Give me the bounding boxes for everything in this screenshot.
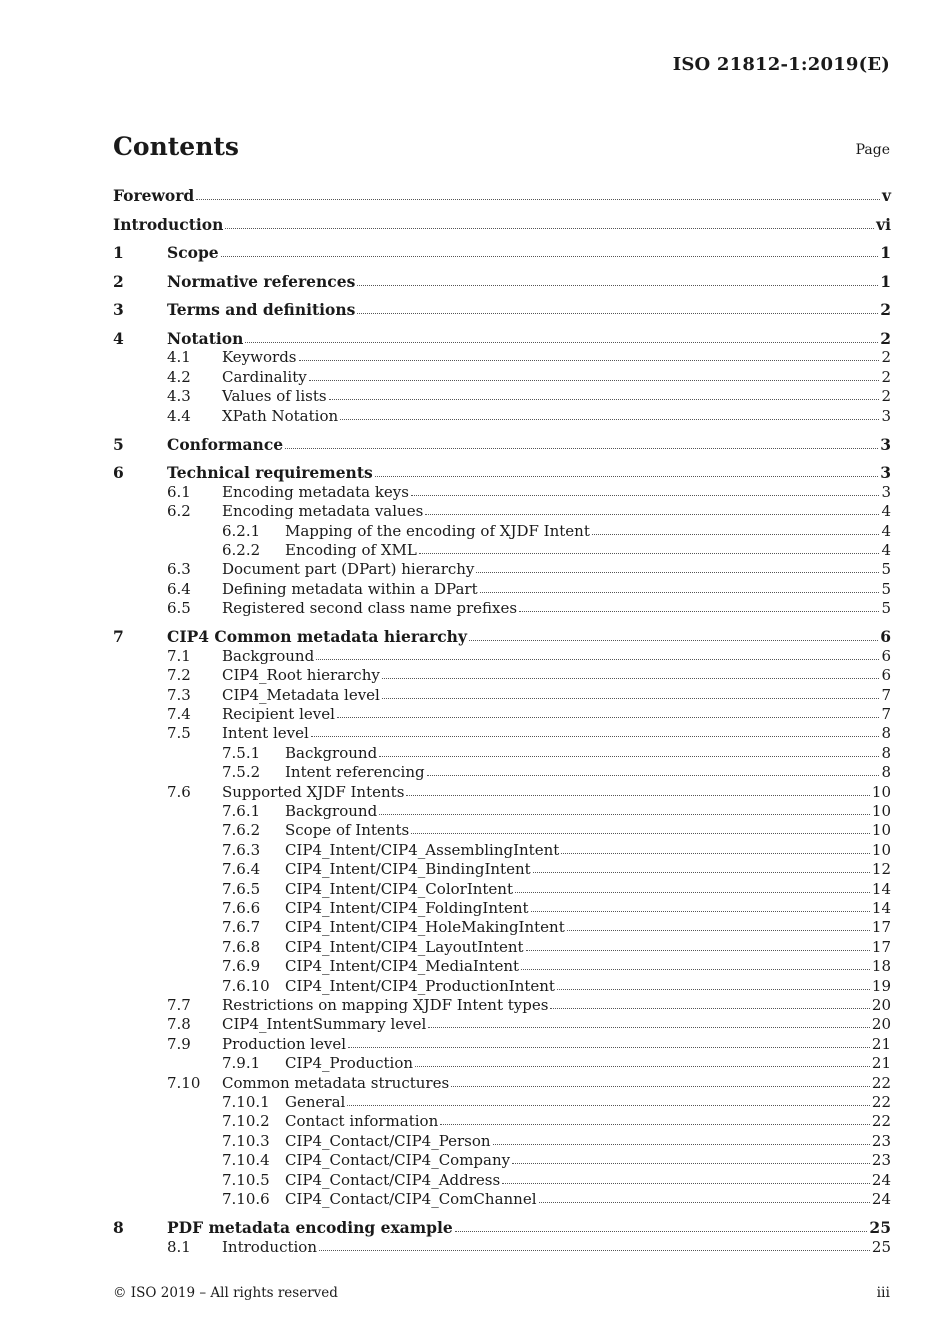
toc-entry[interactable] <box>113 899 891 918</box>
toc-entry[interactable] <box>113 300 891 319</box>
dot-leader <box>428 1023 870 1028</box>
toc-entry-title: CIP4_Intent/CIP4_ColorIntent <box>285 879 513 898</box>
toc-entry-number: 7.6 <box>167 782 191 801</box>
dot-leader <box>375 472 878 477</box>
toc-entry-page: 22 <box>871 1093 891 1111</box>
toc-entry[interactable] <box>113 1190 891 1209</box>
dot-leader <box>311 732 880 737</box>
toc-entry-title: Supported XJDF Intents <box>222 782 405 801</box>
toc-entry-page: 5 <box>881 560 891 579</box>
toc-entry-title: CIP4_Metadata level <box>222 685 380 704</box>
dot-leader <box>493 1140 870 1145</box>
toc-entry-page: 10 <box>871 782 891 801</box>
toc-entry-number: 7.10.5 <box>222 1170 270 1189</box>
toc-entry-page: 7 <box>881 685 891 704</box>
toc-entry-page: 21 <box>871 1054 891 1073</box>
toc-entry-page: 25 <box>869 1218 891 1238</box>
toc-entry-title: CIP4_Contact/CIP4_Company <box>285 1151 511 1170</box>
toc-entry-title: PDF metadata encoding example <box>167 1218 453 1238</box>
toc-entry-page: 14 <box>871 879 891 898</box>
toc-entry[interactable] <box>113 272 891 291</box>
toc-entry-title: Production level <box>222 1034 347 1053</box>
toc-entry-title: Encoding metadata values <box>222 502 424 521</box>
toc-entry[interactable] <box>113 541 891 560</box>
toc-entry-title: Registered second class name prefixes <box>222 599 518 618</box>
toc-entry-number: 7.10 <box>167 1073 201 1092</box>
dot-leader <box>348 1043 870 1048</box>
toc-entry-title: CIP4_Intent/CIP4_AssemblingIntent <box>285 840 560 859</box>
toc-entry-number: 5 <box>113 434 124 454</box>
toc-entry-title: CIP4 Common metadata hierarchy <box>167 627 467 647</box>
toc-entry-title: Defining metadata within a DPart <box>222 579 478 598</box>
toc-entry-number: 8.1 <box>167 1237 191 1256</box>
toc-entry-number: 7.6.4 <box>222 860 261 879</box>
toc-entry-number: 7.9 <box>167 1034 191 1053</box>
toc-entry-title: Scope <box>167 243 219 263</box>
toc-entry-page: 20 <box>871 1015 891 1034</box>
dot-leader <box>299 356 880 361</box>
dot-leader <box>531 907 870 912</box>
toc-entry-title: CIP4_Intent/CIP4_FoldingIntent <box>285 899 529 917</box>
toc-entry-number: 7.6.1 <box>222 802 261 820</box>
toc-entry-title: Notation <box>167 329 244 348</box>
toc-entry-title: CIP4_Contact/CIP4_ComChannel <box>285 1190 537 1208</box>
dot-leader <box>415 1062 870 1067</box>
toc-entry-number: 6 <box>113 463 124 483</box>
toc-entry[interactable] <box>113 186 891 205</box>
toc-entry-title: General <box>285 1093 346 1111</box>
toc-entry-page: 4 <box>881 502 891 521</box>
toc-entry-title: Normative references <box>167 271 356 291</box>
toc-entry[interactable] <box>113 387 891 406</box>
dot-leader <box>319 1246 870 1251</box>
toc-entry-number: 6.2.2 <box>222 541 261 559</box>
dot-leader <box>329 395 880 400</box>
dot-leader <box>225 224 874 229</box>
toc-entry-title: Background <box>285 743 378 762</box>
toc-entry[interactable] <box>113 918 891 937</box>
dot-leader <box>245 338 878 343</box>
toc-entry-title: Intent referencing <box>285 763 425 782</box>
toc-entry[interactable] <box>113 1074 891 1093</box>
toc-entry-page: 3 <box>881 406 891 425</box>
dot-leader <box>285 444 878 449</box>
toc-entry-number: 4.3 <box>167 387 191 406</box>
toc-entry[interactable] <box>113 1171 891 1190</box>
toc-entry-number: 7.6.5 <box>222 879 261 898</box>
toc-entry-page: 23 <box>871 1131 891 1150</box>
dot-leader <box>411 491 879 496</box>
toc-entry-title: Values of lists <box>222 387 327 406</box>
toc-entry-page: 2 <box>881 348 891 367</box>
toc-entry[interactable] <box>113 1054 891 1073</box>
dot-leader <box>519 607 879 612</box>
toc-entry-page: 7 <box>881 705 891 723</box>
toc-entry-page: 22 <box>871 1073 891 1092</box>
toc-entry-title: Technical requirements <box>167 463 373 483</box>
toc-entry[interactable] <box>113 1151 891 1170</box>
dot-leader <box>357 309 878 314</box>
toc-entry-title: Foreword <box>113 186 195 205</box>
footer-page-number: iii <box>876 1285 890 1301</box>
toc-entry[interactable] <box>113 1132 891 1151</box>
toc-entry[interactable] <box>113 666 891 685</box>
toc-entry[interactable] <box>113 483 891 502</box>
dot-leader <box>347 1101 870 1106</box>
toc-entry-number: 6.2 <box>167 502 191 521</box>
toc-entry[interactable] <box>113 348 891 367</box>
toc-entry-page: 14 <box>871 899 891 917</box>
toc-entry[interactable] <box>113 1015 891 1034</box>
dot-leader <box>526 946 870 951</box>
dot-leader <box>539 1198 870 1203</box>
toc-entry-title: Restrictions on mapping XJDF Intent types <box>222 996 549 1014</box>
toc-entry-number: 7 <box>113 627 124 647</box>
toc-entry-number: 7.6.10 <box>222 976 270 995</box>
toc-entry-number: 6.4 <box>167 579 191 598</box>
toc-entry-number: 4.1 <box>167 348 191 367</box>
dot-leader <box>469 636 878 641</box>
toc-entry-page: 10 <box>871 802 891 820</box>
toc-entry-page: 2 <box>880 329 891 348</box>
toc-entry[interactable] <box>113 1035 891 1054</box>
toc-entry-page: 2 <box>880 300 891 320</box>
dot-leader <box>557 985 870 990</box>
toc-entry-page: 20 <box>871 996 891 1014</box>
toc-entry-page: 3 <box>881 482 891 501</box>
toc-entry[interactable] <box>113 996 891 1015</box>
dot-leader <box>455 1227 868 1232</box>
toc-entry-number: 7.3 <box>167 685 191 704</box>
toc-entry[interactable] <box>113 957 891 976</box>
dot-leader <box>425 510 879 515</box>
toc-entry-number: 7.6.9 <box>222 957 261 976</box>
toc-entry[interactable] <box>113 821 891 840</box>
toc-entry-page: v <box>881 186 891 205</box>
toc-entry-title: CIP4_IntentSummary level <box>222 1015 427 1034</box>
toc-entry[interactable] <box>113 724 891 743</box>
toc-entry-page: 19 <box>871 976 891 995</box>
toc-entry-title: CIP4_Intent/CIP4_MediaIntent <box>285 957 520 976</box>
toc-entry-title: Intent level <box>222 724 309 743</box>
toc-entry-number: 7.9.1 <box>222 1054 261 1073</box>
toc-entry-page: 25 <box>871 1237 891 1256</box>
toc-entry-page: 17 <box>871 937 891 956</box>
toc-entry-title: CIP4_Intent/CIP4_BindingIntent <box>285 860 531 879</box>
toc-entry[interactable] <box>113 744 891 763</box>
dot-leader <box>357 281 878 286</box>
toc-entry-number: 6.5 <box>167 599 191 618</box>
header-doc-id: ISO 21812-1:2019(E) <box>672 54 890 75</box>
toc-entry-title: Encoding of XML <box>285 541 417 559</box>
dot-leader <box>515 888 870 893</box>
dot-leader <box>379 752 879 757</box>
page-column-label: Page <box>855 142 890 158</box>
toc-entry[interactable] <box>113 368 891 387</box>
footer-copyright: © ISO 2019 – All rights reserved <box>113 1285 338 1301</box>
contents-title: Contents <box>113 132 240 161</box>
toc-entry-number: 7.10.4 <box>222 1151 270 1170</box>
toc-entry-number: 7.5.2 <box>222 763 261 782</box>
toc-entry-number: 7.6.8 <box>222 937 261 956</box>
toc-entry-page: 8 <box>881 763 891 782</box>
toc-entry[interactable] <box>113 580 891 599</box>
toc-entry-number: 4.2 <box>167 367 191 386</box>
dot-leader <box>221 252 879 257</box>
toc-entry-page: 2 <box>881 387 891 406</box>
toc-entry-page: 1 <box>880 271 891 291</box>
toc-entry[interactable] <box>113 560 891 579</box>
toc-entry-page: 4 <box>881 541 891 559</box>
dot-leader <box>411 829 870 834</box>
toc-entry-page: 12 <box>871 860 891 879</box>
toc-entry[interactable] <box>113 1238 891 1257</box>
toc-entry-title: Conformance <box>167 434 284 454</box>
dot-leader <box>419 549 880 554</box>
toc-entry-page: 8 <box>881 743 891 762</box>
toc-entry[interactable] <box>113 627 891 646</box>
toc-entry[interactable] <box>113 329 891 348</box>
toc-entry-page: 17 <box>871 918 891 937</box>
toc-entry-title: CIP4_Intent/CIP4_ProductionIntent <box>285 976 555 995</box>
toc-entry-number: 4.4 <box>167 406 191 425</box>
toc-entry-number: 7.6.3 <box>222 840 261 859</box>
toc-entry[interactable] <box>113 407 891 426</box>
toc-entry-title: Common metadata structures <box>222 1073 450 1092</box>
toc-entry-title: Introduction <box>113 214 224 234</box>
dot-leader <box>502 1179 870 1184</box>
toc-entry[interactable] <box>113 463 891 482</box>
dot-leader <box>406 791 870 796</box>
toc-entry[interactable] <box>113 522 891 541</box>
toc-entry-number: 8 <box>113 1218 124 1238</box>
toc-entry[interactable] <box>113 243 891 262</box>
dot-leader <box>512 1159 870 1164</box>
toc-entry[interactable] <box>113 860 891 879</box>
toc-entry-number: 6.3 <box>167 560 191 579</box>
toc-entry[interactable] <box>113 802 891 821</box>
dot-leader <box>533 868 870 873</box>
toc-entry-number: 7.4 <box>167 705 191 723</box>
toc-entry-title: CIP4_Root hierarchy <box>222 666 380 685</box>
dot-leader <box>480 588 880 593</box>
toc-entry-title: Background <box>222 646 315 665</box>
toc-entry-page: 21 <box>871 1034 891 1053</box>
toc-entry-title: CIP4_Production <box>285 1054 414 1073</box>
dot-leader <box>550 1004 869 1009</box>
dot-leader <box>521 965 870 970</box>
toc-entry[interactable] <box>113 938 891 957</box>
dot-leader <box>340 415 879 420</box>
toc-entry-title: CIP4_Intent/CIP4_HoleMakingIntent <box>285 918 565 937</box>
dot-leader <box>567 926 870 931</box>
toc-entry-page: 24 <box>871 1190 891 1208</box>
toc-entry-title: Terms and definitions <box>167 300 356 320</box>
toc-entry-title: Keywords <box>222 348 297 367</box>
toc-entry[interactable] <box>113 435 891 454</box>
toc-entry-number: 7.5 <box>167 724 191 743</box>
toc-entry-page: vi <box>876 214 891 234</box>
toc-entry-number: 2 <box>113 271 124 291</box>
toc-entry-page: 24 <box>871 1170 891 1189</box>
dot-leader <box>309 376 880 381</box>
toc-entry-title: CIP4_Contact/CIP4_Person <box>285 1131 491 1150</box>
toc-entry-page: 1 <box>880 243 891 263</box>
dot-leader <box>316 655 879 660</box>
toc-entry-title: Mapping of the encoding of XJDF Intent <box>285 521 590 540</box>
toc-entry-title: Introduction <box>222 1237 317 1256</box>
toc-entry-number: 7.6.2 <box>222 821 261 840</box>
toc-entry-number: 7.10.6 <box>222 1190 270 1208</box>
toc-entry-page: 22 <box>871 1112 891 1131</box>
toc-entry-title: CIP4_Intent/CIP4_LayoutIntent <box>285 937 524 956</box>
dot-leader <box>427 771 880 776</box>
toc-entry[interactable] <box>113 705 891 724</box>
toc-entry[interactable] <box>113 783 891 802</box>
dot-leader <box>592 530 880 535</box>
toc-entry-page: 3 <box>880 463 891 483</box>
toc-entry[interactable] <box>113 599 891 618</box>
toc-entry[interactable] <box>113 880 891 899</box>
toc-entry[interactable] <box>113 977 891 996</box>
toc-entry-page: 18 <box>871 957 891 976</box>
toc-entry-number: 1 <box>113 243 124 263</box>
toc-entry-number: 7.7 <box>167 996 191 1014</box>
dot-leader <box>337 713 880 718</box>
dot-leader <box>476 568 879 573</box>
toc-entry-page: 6 <box>881 666 891 685</box>
toc-entry[interactable] <box>113 647 891 666</box>
toc-entry-page: 5 <box>881 579 891 598</box>
toc-entry[interactable] <box>113 215 891 234</box>
toc-entry-title: Cardinality <box>222 367 307 386</box>
toc-entry-page: 8 <box>881 724 891 743</box>
dot-leader <box>382 694 880 699</box>
toc-entry[interactable] <box>113 1218 891 1237</box>
toc-entry-number: 7.6.6 <box>222 899 261 917</box>
toc-entry-number: 7.6.7 <box>222 918 261 937</box>
toc-entry-number: 4 <box>113 329 124 348</box>
toc-entry[interactable] <box>113 1093 891 1112</box>
dot-leader <box>382 674 880 679</box>
toc-entry-page: 23 <box>871 1151 891 1170</box>
dot-leader <box>561 849 870 854</box>
dot-leader <box>196 195 880 200</box>
toc-entry[interactable] <box>113 686 891 705</box>
toc-entry-page: 5 <box>881 599 891 618</box>
toc-entry-page: 6 <box>880 627 891 647</box>
dot-leader <box>440 1120 870 1125</box>
toc-entry-page: 3 <box>880 434 891 454</box>
toc-entry-title: CIP4_Contact/CIP4_Address <box>285 1170 501 1189</box>
toc-entry-title: Scope of Intents <box>285 821 410 840</box>
toc-entry-number: 6.2.1 <box>222 521 261 540</box>
toc-entry-number: 7.10.1 <box>222 1093 270 1111</box>
toc-entry-number: 7.8 <box>167 1015 191 1034</box>
toc-entry-number: 7.10.3 <box>222 1131 270 1150</box>
toc-entry-number: 3 <box>113 300 124 320</box>
toc-entry-page: 6 <box>881 646 891 665</box>
toc-entry-title: XPath Notation <box>222 406 339 425</box>
toc-entry-page: 2 <box>881 367 891 386</box>
toc-entry-title: Background <box>285 802 378 820</box>
toc-entry-number: 6.1 <box>167 482 191 501</box>
toc-entry[interactable] <box>113 763 891 782</box>
toc-entry-number: 7.1 <box>167 646 191 665</box>
toc-entry-title: Recipient level <box>222 705 335 723</box>
toc-entry[interactable] <box>113 502 891 521</box>
toc-entry-number: 7.5.1 <box>222 743 261 762</box>
toc-entry[interactable] <box>113 1112 891 1131</box>
toc-entry-number: 7.2 <box>167 666 191 685</box>
toc-entry-page: 10 <box>871 821 891 840</box>
toc-entry-page: 10 <box>871 840 891 859</box>
dot-leader <box>379 810 870 815</box>
toc-entry-title: Document part (DPart) hierarchy <box>222 560 475 579</box>
toc-entry[interactable] <box>113 841 891 860</box>
toc-entry-number: 7.10.2 <box>222 1112 270 1131</box>
toc-entry-title: Contact information <box>285 1112 439 1131</box>
toc-entry-page: 4 <box>881 521 891 540</box>
dot-leader <box>451 1082 870 1087</box>
toc-entry-title: Encoding metadata keys <box>222 482 409 501</box>
